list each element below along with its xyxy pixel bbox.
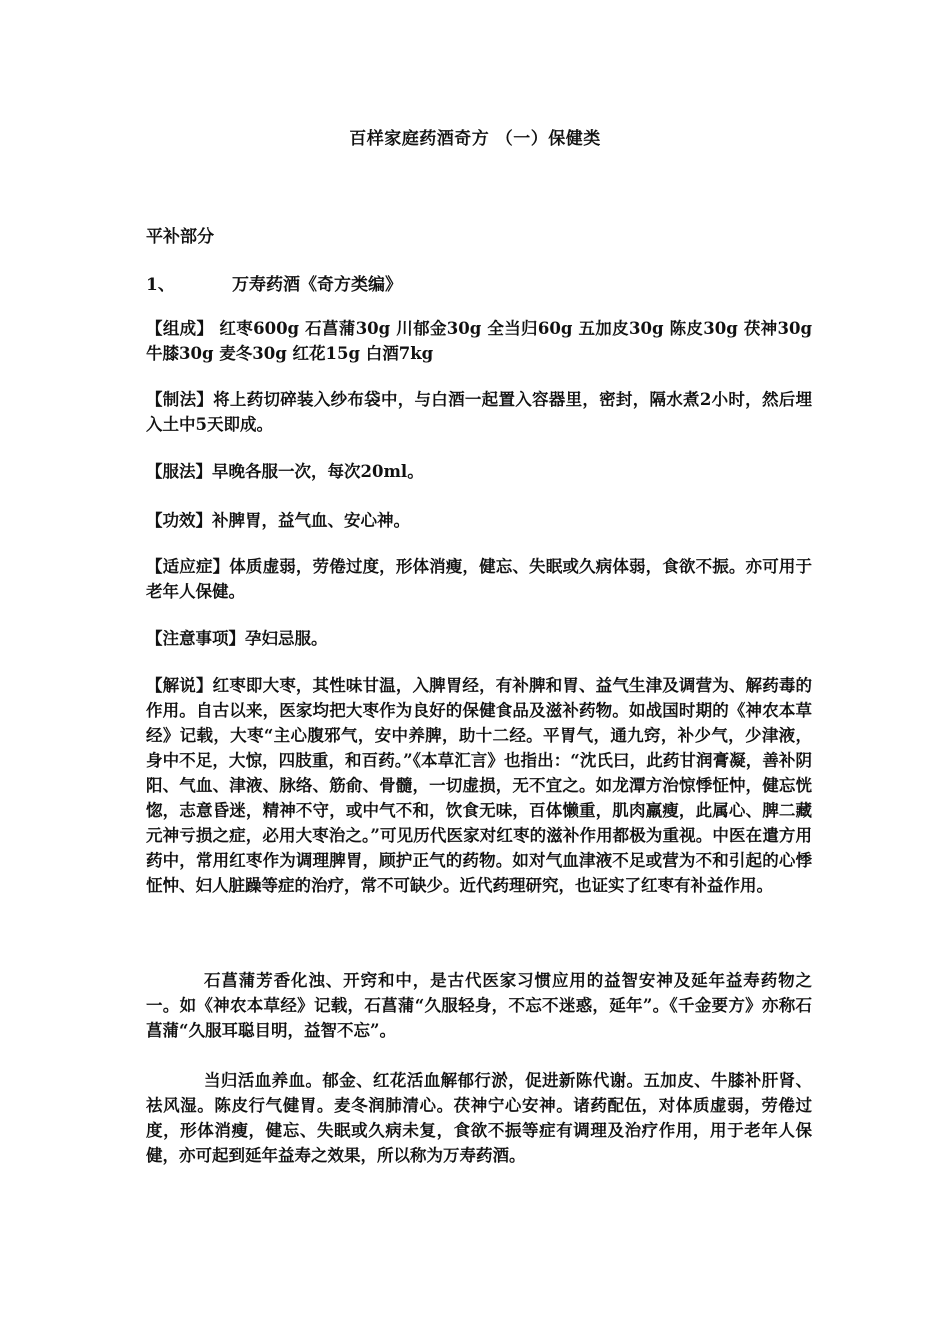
- angelica-paragraph: 当归活血养血。郁金、红花活血解郁行淤，促进新陈代谢。五加皮、牛膝补肝肾、祛风湿。陈皮行气健胃。麦冬润肺清心。茯神宁心安神。诸药配伍，对体质虚弱，劳倦过度，形体消瘦，健忘、失眠或久病未复，食欲不振等症有调理及治疗作用，用于老年人保健，亦可起到延年益寿之效果，所以称为万寿药酒。: [146, 1071, 812, 1165]
- efficacy-paragraph: [146, 508, 812, 533]
- indications-label: 【适应症】: [146, 557, 230, 576]
- dosage-label: 【服法】: [146, 462, 212, 481]
- explanation-text: 红枣即大枣，其性味甘温，入脾胃经，有补脾和胃、益气生津及调营为、解药毒的作用。自古以来，医家均把大枣作为良好的保健食品及滋补药物。如战国时期的《神农本草经》记载，大枣“主心腹邪气，安中养脾，助十二经。平胃气，通九窍，补少气，少津液，身中不足，大惊，四肢重，和百药。”《本草汇言》也指出：“沈氏曰，此药甘润膏凝，善补阴阳、气血、津液、脉络、筋俞、骨髓，一切虚损，无不宜之。如龙潭方治惊悸怔忡，健忘恍惚，志意昏迷，精神不守，或中气不和，饮食无味，百体懒重，肌肉羸瘦，此属心、脾二藏元神亏损之症，必用大枣治之。”可见历代医家对红枣的滋补作用都极为重视。中医在遣方用药中，常用红枣作为调理脾胃，顾护正气的药物。如对气血津液不足或营为不和引起的心悸怔忡、妇人脏躁等症的治疗，常不可缺少。近代药理研究，也证实了红枣有补益作用。: [146, 676, 813, 895]
- preparation-paragraph: [146, 387, 812, 437]
- dosage-text: 早晚各服一次，每次20ml。: [212, 462, 424, 481]
- section-heading: 平补部分: [146, 227, 214, 247]
- entry-heading: [146, 270, 806, 295]
- cautions-paragraph: [146, 626, 812, 651]
- entry-name: 万寿药酒《奇方类编》: [232, 275, 402, 295]
- dosage-paragraph: [146, 459, 812, 484]
- explanation-paragraph: [146, 673, 812, 898]
- entry-number: 1、: [146, 275, 175, 295]
- efficacy-label: 【功效】: [146, 511, 212, 530]
- composition-label: 【组成】: [146, 319, 214, 338]
- explanation-label: 【解说】: [146, 676, 213, 695]
- composition-text: 红枣600g 石菖蒲30g 川郁金30g 全当归60g 五加皮30g 陈皮30g 茯神30g 牛膝30g 麦冬30g 红花15g 白酒7kg: [146, 319, 812, 363]
- composition-paragraph: [146, 316, 812, 366]
- cautions-text: 孕妇忌服。: [245, 629, 328, 648]
- indications-paragraph: [146, 554, 812, 604]
- cautions-label: 【注意事项】: [146, 629, 245, 648]
- indications-text: 体质虚弱，劳倦过度，形体消瘦，健忘、失眠或久病体弱，食欲不振。亦可用于老年人保健。: [146, 557, 813, 601]
- preparation-label: 【制法】: [146, 390, 214, 409]
- preparation-text: 将上药切碎装入纱布袋中，与白酒一起置入容器里，密封，隔水煮2小时，然后埋入土中5天即成。: [146, 390, 813, 434]
- efficacy-text: 补脾胃，益气血、安心神。: [212, 511, 410, 530]
- calamus-paragraph: 石菖蒲芳香化浊、开窍和中，是古代医家习惯应用的益智安神及延年益寿药物之一。如《神农本草经》记载，石菖蒲“久服轻身，不忘不迷惑，延年”。《千金要方》亦称石菖蒲“久服耳聪目明，益智不忘”。: [146, 971, 812, 1040]
- document-title: 百样家庭药酒奇方 （一）保健类: [349, 129, 601, 149]
